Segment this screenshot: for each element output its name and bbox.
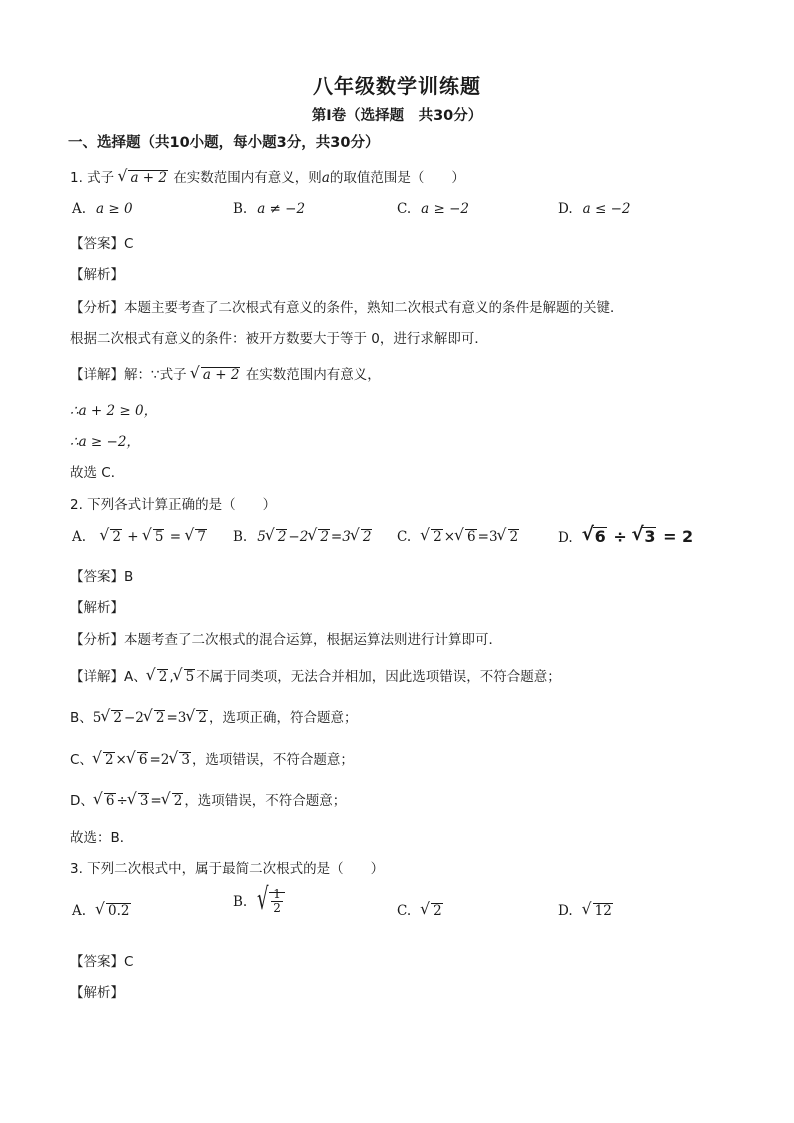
q1-stem-prefix: 1. 式子 bbox=[70, 170, 115, 186]
line-suffix: 不属于同类项，无法合并相加，因此选项错误，不符合题意； bbox=[196, 669, 561, 685]
q1-jiexi-tag: 【解析】 bbox=[70, 267, 124, 283]
q2-detail-c bbox=[70, 748, 354, 769]
radicand: 2 bbox=[362, 529, 372, 545]
radicand: 6 bbox=[594, 527, 606, 546]
option-label: D. bbox=[558, 201, 573, 217]
operator: ÷ bbox=[613, 527, 627, 546]
radicand: 2 bbox=[509, 529, 519, 545]
radical bbox=[144, 529, 165, 546]
comma: , bbox=[169, 669, 174, 685]
radical bbox=[94, 752, 115, 769]
answer-value: C bbox=[124, 954, 134, 970]
radical bbox=[499, 529, 520, 546]
line-prefix: B、 bbox=[70, 710, 93, 726]
option-label: A. bbox=[72, 529, 87, 545]
result: 2 bbox=[682, 527, 694, 546]
q3-option-d bbox=[558, 903, 614, 920]
radicand: 5 bbox=[185, 669, 195, 685]
option-label: D. bbox=[558, 903, 573, 919]
radical bbox=[422, 529, 443, 546]
radical bbox=[456, 529, 477, 546]
line-prefix: A、 bbox=[124, 669, 147, 685]
option-label: B. bbox=[233, 529, 248, 545]
line-suffix: ，选项正确，符合题意； bbox=[208, 710, 358, 726]
coefficient: 3 bbox=[342, 529, 351, 545]
radical bbox=[129, 793, 150, 810]
operator: − bbox=[123, 710, 136, 726]
page-title: 八年级数学训练题 bbox=[313, 74, 481, 98]
line-suffix: ，选项错误，不符合题意； bbox=[191, 752, 354, 768]
q1-option-c bbox=[397, 201, 469, 217]
radicand: 2 bbox=[113, 710, 122, 726]
equals: = bbox=[150, 793, 162, 809]
coefficient: 2 bbox=[299, 529, 309, 545]
coefficient: 3 bbox=[488, 529, 498, 545]
q3-option-b bbox=[233, 882, 285, 917]
radical bbox=[163, 793, 184, 810]
radical bbox=[633, 527, 656, 546]
radical bbox=[186, 529, 207, 546]
radicand: 6 bbox=[467, 529, 476, 545]
radical bbox=[97, 903, 130, 920]
radicand: 2 bbox=[112, 529, 121, 545]
radicand: 3 bbox=[644, 527, 656, 546]
q1-stem-radicand: a + 2 bbox=[130, 170, 168, 186]
fenxi-text: 本题主要考查了二次根式有意义的条件，熟知二次根式有意义的条件是解题的关键． bbox=[124, 300, 624, 316]
radicand: 2 bbox=[104, 752, 114, 768]
q1-stem-radical bbox=[119, 170, 168, 187]
xiangjie-pre: 解：∵式子 bbox=[124, 367, 187, 383]
q2-option-a bbox=[72, 529, 208, 546]
option-label: B. bbox=[233, 893, 248, 910]
xiangjie-tag: 【详解】 bbox=[70, 367, 124, 383]
coefficient: 5 bbox=[92, 710, 102, 726]
equals: = bbox=[477, 529, 489, 545]
radical bbox=[95, 793, 116, 810]
radicand: 7 bbox=[197, 529, 206, 545]
radicand: 2 bbox=[433, 903, 442, 919]
radicand: 5 bbox=[154, 529, 164, 545]
q2-answer bbox=[70, 565, 133, 585]
radicand: 3 bbox=[181, 752, 190, 768]
option-label: A. bbox=[72, 201, 87, 217]
q1-xiangjie bbox=[70, 363, 381, 384]
option-expr: a ≥ −2 bbox=[421, 201, 469, 217]
operator: − bbox=[288, 529, 300, 545]
option-label: B. bbox=[233, 201, 248, 217]
fraction bbox=[271, 888, 283, 915]
q1-option-d bbox=[558, 201, 630, 217]
operator: × bbox=[115, 752, 127, 768]
coefficient: 2 bbox=[160, 752, 170, 768]
radicand: 2 bbox=[158, 669, 168, 685]
q2-option-c bbox=[397, 529, 520, 546]
q2-jiexi-tag: 【解析】 bbox=[70, 600, 124, 616]
coefficient: 5 bbox=[257, 529, 266, 545]
radicand: 6 bbox=[105, 793, 115, 809]
q2-detail-d bbox=[70, 789, 346, 810]
radicand: 3 bbox=[139, 793, 149, 809]
operator: + bbox=[127, 529, 139, 545]
line-suffix: ，选项错误，不符合题意； bbox=[184, 793, 347, 809]
option-label: C. bbox=[397, 903, 412, 919]
q1-stem bbox=[70, 166, 465, 187]
fenxi-tag: 【分析】 bbox=[70, 632, 124, 648]
line-prefix: C、 bbox=[70, 752, 93, 768]
radical bbox=[145, 710, 166, 727]
fenxi-tag: 【分析】 bbox=[70, 300, 124, 316]
option-label: A. bbox=[72, 903, 87, 919]
fenxi-text: 本题考查了二次根式的混合运算，根据运算法则进行计算即可． bbox=[124, 632, 502, 648]
radicand: 0.2 bbox=[108, 903, 130, 919]
q2-stem: 2. 下列各式计算正确的是（ ） bbox=[70, 497, 277, 513]
option-expr: a ≤ −2 bbox=[582, 201, 631, 217]
xiangjie-post: 在实数范围内有意义， bbox=[245, 367, 381, 383]
option-label: C. bbox=[397, 201, 412, 217]
radical-sign: √ bbox=[257, 882, 269, 917]
radical-body bbox=[269, 887, 285, 916]
q1-conclusion: 故选 C． bbox=[70, 465, 125, 481]
radical bbox=[352, 529, 373, 546]
q3-answer bbox=[70, 950, 133, 970]
radical bbox=[101, 529, 122, 546]
radicand: 6 bbox=[138, 752, 148, 768]
answer-tag: 【答案】 bbox=[70, 236, 124, 252]
option-expr: a ≥ 0 bbox=[96, 201, 133, 217]
coefficient: 2 bbox=[135, 710, 144, 726]
option-d-expr bbox=[583, 527, 694, 546]
q3-stem: 3. 下列二次根式中，属于最简二次根式的是（ ） bbox=[70, 861, 385, 877]
radicand: 2 bbox=[155, 710, 165, 726]
option-expr: a ≠ −2 bbox=[257, 201, 306, 217]
answer-tag: 【答案】 bbox=[70, 569, 124, 585]
xiangjie-tag: 【详解】 bbox=[70, 669, 124, 685]
xiangjie-radicand: a + 2 bbox=[202, 367, 240, 383]
equals: = bbox=[149, 752, 161, 768]
radical bbox=[584, 527, 607, 546]
q2-fenxi bbox=[70, 628, 502, 648]
q2-detail-b bbox=[70, 706, 357, 727]
radical bbox=[187, 710, 208, 727]
q1-step1: ∴a + 2 ≥ 0， bbox=[70, 403, 158, 419]
q2-conclusion: 故选：B． bbox=[70, 830, 134, 846]
q1-answer bbox=[70, 232, 133, 252]
answer-value: B bbox=[124, 569, 134, 585]
q2-option-b bbox=[233, 529, 373, 546]
operator: × bbox=[443, 529, 456, 545]
answer-value: C bbox=[124, 236, 134, 252]
xiangjie-radical bbox=[192, 367, 241, 384]
equals: = bbox=[330, 529, 343, 545]
radical bbox=[102, 710, 123, 727]
numerator: 1 bbox=[273, 887, 281, 901]
radicand: 2 bbox=[320, 529, 329, 545]
q2-detail-a bbox=[70, 665, 561, 686]
q1-option-b bbox=[233, 201, 305, 217]
operator: ÷ bbox=[116, 793, 128, 809]
radical-fraction bbox=[257, 882, 285, 917]
q1-stem-var: a bbox=[321, 170, 330, 186]
radical bbox=[584, 903, 613, 920]
q3-option-c bbox=[397, 903, 444, 920]
radicand: 2 bbox=[277, 529, 287, 545]
option-label: D. bbox=[558, 530, 573, 546]
radicand: 2 bbox=[433, 529, 442, 545]
equals: = bbox=[166, 710, 178, 726]
q3-jiexi-tag: 【解析】 bbox=[70, 985, 124, 1001]
line-prefix: D、 bbox=[70, 793, 94, 809]
q1-option-a bbox=[72, 201, 133, 217]
equals: = bbox=[169, 529, 182, 545]
q1-step2: ∴a ≥ −2， bbox=[70, 434, 140, 450]
q3-option-a bbox=[72, 903, 132, 920]
radical bbox=[148, 669, 169, 686]
section-heading: 一、选择题（共10小题，每小题3分，共30分） bbox=[68, 135, 380, 151]
radical bbox=[175, 669, 196, 686]
option-label: C. bbox=[397, 529, 412, 545]
radicand: 12 bbox=[594, 903, 612, 919]
radical bbox=[422, 903, 443, 920]
radical bbox=[128, 752, 149, 769]
paper-subtitle: 第Ⅰ卷（选择题 共30分） bbox=[311, 108, 483, 124]
radical bbox=[170, 752, 191, 769]
radicand: 2 bbox=[198, 710, 207, 726]
q2-option-d bbox=[558, 527, 693, 546]
equals: = bbox=[663, 527, 677, 546]
q1-stem-mid: 在实数范围内有意义，则 bbox=[173, 170, 322, 186]
radicand: 2 bbox=[173, 793, 183, 809]
answer-tag: 【答案】 bbox=[70, 954, 124, 970]
q1-fenxi2: 根据二次根式有意义的条件：被开方数要大于等于 0，进行求解即可． bbox=[70, 331, 488, 347]
radical bbox=[267, 529, 288, 546]
radical bbox=[309, 529, 330, 546]
coefficient: 3 bbox=[177, 710, 187, 726]
q1-fenxi bbox=[70, 296, 624, 316]
denominator: 2 bbox=[273, 901, 281, 916]
q1-stem-suffix: 的取值范围是（ ） bbox=[329, 170, 465, 186]
